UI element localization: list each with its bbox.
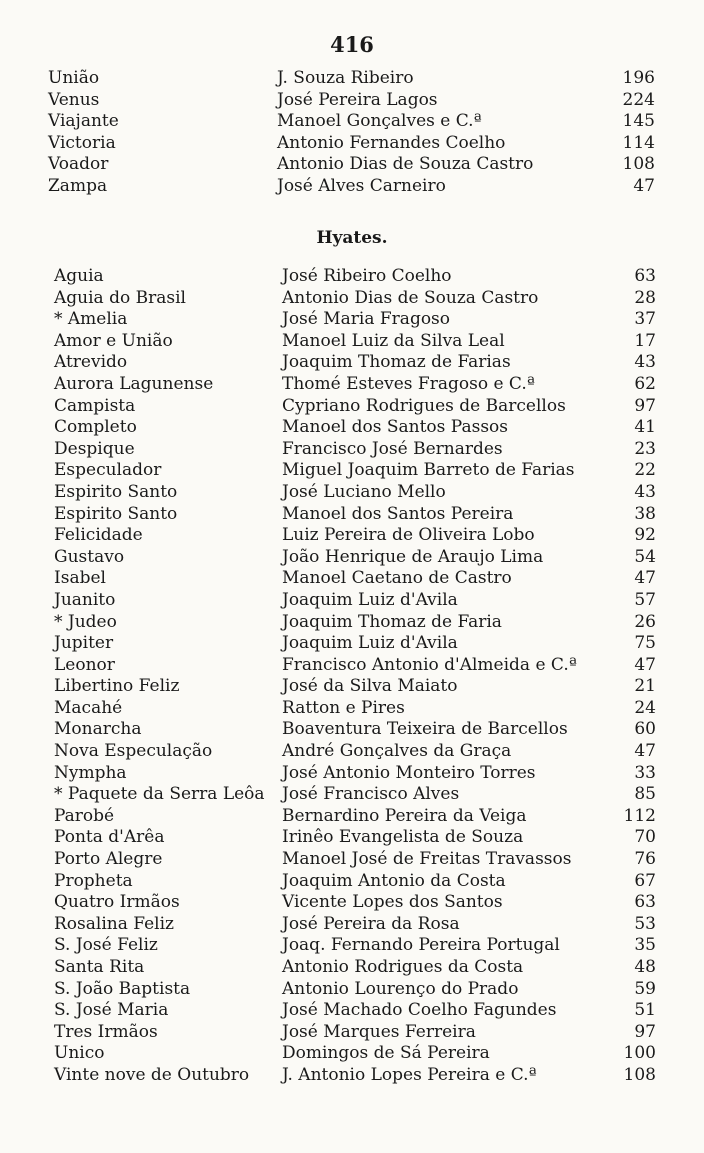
tonnage: 48 xyxy=(634,957,656,977)
owner-name: J. Antonio Lopes Pereira e C.ª xyxy=(282,1064,537,1085)
owner-name: Miguel Joaquim Barreto de Farias xyxy=(282,460,575,481)
owner-name: João Henrique de Araujo Lima xyxy=(282,546,544,567)
table-row xyxy=(54,288,656,310)
tonnage: 24 xyxy=(634,697,656,718)
ship-name: Jupiter xyxy=(54,633,114,654)
owner-name: Manoel dos Santos Passos xyxy=(282,417,509,438)
tonnage: 22 xyxy=(634,460,656,481)
tonnage: 47 xyxy=(634,654,656,675)
tonnage: 43 xyxy=(634,481,656,502)
tonnage: 38 xyxy=(634,503,656,524)
owner-name: Antonio Rodrigues da Costa xyxy=(282,957,524,977)
table-row xyxy=(48,90,655,112)
owner-name: José Alves Carneiro xyxy=(277,175,446,196)
table-row xyxy=(48,154,655,176)
table-row xyxy=(54,698,656,720)
tonnage: 53 xyxy=(634,913,656,934)
top-ship-list xyxy=(48,68,655,198)
ship-name: Porto Alegre xyxy=(54,849,163,870)
ship-name: Victoria xyxy=(48,132,116,153)
owner-name: Antonio Dias de Souza Castro xyxy=(282,287,539,308)
owner-name: José Antonio Monteiro Torres xyxy=(282,762,536,783)
table-row xyxy=(48,176,655,198)
tonnage: 35 xyxy=(634,935,656,956)
table-row xyxy=(54,309,656,331)
tonnage: 114 xyxy=(622,132,655,153)
ship-name: Gustavo xyxy=(54,546,125,567)
table-row xyxy=(54,655,656,677)
owner-name: André Gonçalves da Graça xyxy=(282,741,512,762)
tonnage: 63 xyxy=(634,892,656,913)
tonnage: 112 xyxy=(623,805,656,826)
table-row xyxy=(54,331,656,353)
table-row xyxy=(54,827,656,849)
owner-name: Francisco Antonio d'Almeida e C.ª xyxy=(282,654,577,675)
owner-name: José Ribeiro Coelho xyxy=(282,266,452,286)
table-row xyxy=(54,266,656,288)
ship-name: Aurora Lagunense xyxy=(54,373,214,394)
table-row xyxy=(54,504,656,526)
owner-name: Manoel Gonçalves e C.ª xyxy=(277,111,482,132)
hyates-ship-list xyxy=(54,266,656,1087)
tonnage: 37 xyxy=(634,309,656,330)
ship-name: Aguia xyxy=(54,266,104,286)
tonnage: 47 xyxy=(633,175,655,196)
owner-name: Francisco José Bernardes xyxy=(282,438,503,459)
table-row xyxy=(54,547,656,569)
tonnage: 57 xyxy=(634,589,656,610)
table-row xyxy=(54,439,656,461)
tonnage: 70 xyxy=(634,827,656,848)
ship-name: * Amelia xyxy=(54,309,128,330)
ship-name: Completo xyxy=(54,417,137,438)
owner-name: Manoel Luiz da Silva Leal xyxy=(282,330,505,351)
tonnage: 17 xyxy=(634,330,656,351)
ship-name: Unico xyxy=(54,1043,105,1064)
ship-name: Campista xyxy=(54,395,136,416)
ship-name: Felicidade xyxy=(54,525,143,546)
table-row xyxy=(54,352,656,374)
tonnage: 28 xyxy=(634,287,656,308)
owner-name: José Pereira da Rosa xyxy=(282,913,460,934)
tonnage: 63 xyxy=(634,266,656,286)
tonnage: 76 xyxy=(634,849,656,870)
tonnage: 75 xyxy=(634,633,656,654)
ship-name: Nova Especulação xyxy=(54,741,213,762)
table-row xyxy=(54,979,656,1001)
tonnage: 62 xyxy=(634,373,656,394)
section-title: Hyates. xyxy=(316,228,388,248)
table-row xyxy=(48,68,655,90)
owner-name: Manoel dos Santos Pereira xyxy=(282,503,514,524)
owner-name: Manoel José de Freitas Travassos xyxy=(282,849,572,870)
owner-name: Joaquim Luiz d'Avila xyxy=(282,633,458,654)
tonnage: 92 xyxy=(634,525,656,546)
owner-name: Joaq. Fernando Pereira Portugal xyxy=(282,935,560,956)
ship-name: Despique xyxy=(54,438,135,459)
ship-name: Monarcha xyxy=(54,719,142,740)
owner-name: Joaquim Thomaz de Farias xyxy=(282,352,511,373)
owner-name: José Pereira Lagos xyxy=(277,89,438,110)
owner-name: Antonio Dias de Souza Castro xyxy=(277,154,534,175)
ship-name: Especulador xyxy=(54,460,162,481)
table-row xyxy=(48,133,655,155)
tonnage: 108 xyxy=(623,1064,656,1085)
tonnage: 23 xyxy=(634,438,656,459)
owner-name: Thomé Esteves Fragoso e C.ª xyxy=(282,373,535,394)
owner-name: José Marques Ferreira xyxy=(282,1021,476,1042)
tonnage: 67 xyxy=(634,870,656,891)
table-row xyxy=(54,525,656,547)
tonnage: 100 xyxy=(623,1043,656,1064)
owner-name: José Machado Coelho Fagundes xyxy=(282,1000,557,1021)
table-row xyxy=(54,1043,656,1065)
owner-name: Joaquim Antonio da Costa xyxy=(282,870,506,891)
table-row xyxy=(54,763,656,785)
owner-name: Luiz Pereira de Oliveira Lobo xyxy=(282,525,535,546)
owner-name: Irinêo Evangelista de Souza xyxy=(282,827,524,848)
owner-name: José Francisco Alves xyxy=(282,784,460,805)
ship-name: Amor e União xyxy=(54,330,173,351)
tonnage: 60 xyxy=(634,719,656,740)
ship-name: Isabel xyxy=(54,568,106,589)
ship-name: Juanito xyxy=(54,589,116,610)
table-row xyxy=(54,612,656,634)
table-row xyxy=(54,568,656,590)
table-row xyxy=(48,111,655,133)
tonnage: 145 xyxy=(622,111,655,132)
owner-name: Ratton e Pires xyxy=(282,697,405,718)
table-row xyxy=(54,806,656,828)
tonnage: 224 xyxy=(622,89,655,110)
tonnage: 97 xyxy=(634,395,656,416)
table-row xyxy=(54,871,656,893)
ship-name: Atrevido xyxy=(54,352,128,373)
ship-name: Tres Irmãos xyxy=(54,1021,158,1042)
table-row xyxy=(54,784,656,806)
ship-name: Venus xyxy=(48,89,100,110)
ship-name: Quatro Irmãos xyxy=(54,892,180,913)
ship-name: * Paquete da Serra Leôa xyxy=(54,784,265,805)
tonnage: 97 xyxy=(634,1021,656,1042)
owner-name: Antonio Fernandes Coelho xyxy=(277,132,506,153)
owner-name: Joaquim Luiz d'Avila xyxy=(282,589,458,610)
table-row xyxy=(54,914,656,936)
page-number: 416 xyxy=(330,32,374,57)
table-row xyxy=(54,676,656,698)
owner-name: Vicente Lopes dos Santos xyxy=(282,892,503,913)
ship-name: Ponta d'Arêa xyxy=(54,827,165,848)
tonnage: 47 xyxy=(634,568,656,589)
owner-name: Domingos de Sá Pereira xyxy=(282,1043,490,1064)
table-row xyxy=(54,849,656,871)
table-row xyxy=(54,935,656,957)
owner-name: Bernardino Pereira da Veiga xyxy=(282,805,527,826)
ship-name: * Judeo xyxy=(54,611,117,632)
ship-name: Parobé xyxy=(54,805,115,826)
table-row xyxy=(54,482,656,504)
ship-name: Espirito Santo xyxy=(54,481,178,502)
table-row xyxy=(54,417,656,439)
ship-name: Zampa xyxy=(48,175,108,196)
tonnage: 41 xyxy=(634,417,656,438)
owner-name: José Luciano Mello xyxy=(282,481,446,502)
owner-name: Boaventura Teixeira de Barcellos xyxy=(282,719,568,740)
ship-name: Nympha xyxy=(54,762,127,783)
tonnage: 85 xyxy=(634,784,656,805)
ship-name: Propheta xyxy=(54,870,133,891)
ship-name: Viajante xyxy=(48,111,119,132)
ship-name: S. José Feliz xyxy=(54,935,158,956)
table-row xyxy=(54,590,656,612)
tonnage: 47 xyxy=(634,741,656,762)
table-row xyxy=(54,1000,656,1022)
ship-name: Aguia do Brasil xyxy=(54,287,186,308)
tonnage: 196 xyxy=(622,68,655,88)
owner-name: José da Silva Maiato xyxy=(282,676,458,697)
table-row xyxy=(54,633,656,655)
table-row xyxy=(54,396,656,418)
owner-name: Antonio Lourenço do Prado xyxy=(282,978,519,999)
ship-name: Espirito Santo xyxy=(54,503,178,524)
ship-name: União xyxy=(48,68,100,88)
owner-name: Joaquim Thomaz de Faria xyxy=(282,611,502,632)
table-row xyxy=(54,374,656,396)
table-row xyxy=(54,957,656,979)
owner-name: José Maria Fragoso xyxy=(282,309,451,330)
owner-name: Cypriano Rodrigues de Barcellos xyxy=(282,395,566,416)
table-row xyxy=(54,1065,656,1087)
table-row xyxy=(54,460,656,482)
table-row xyxy=(54,719,656,741)
ship-name: Libertino Feliz xyxy=(54,676,180,697)
ship-name: Rosalina Feliz xyxy=(54,913,175,934)
table-row xyxy=(54,741,656,763)
ship-name: S. João Baptista xyxy=(54,978,191,999)
ship-name: S. José Maria xyxy=(54,1000,169,1021)
ship-name: Voador xyxy=(48,154,109,175)
table-row xyxy=(54,892,656,914)
table-row xyxy=(54,1022,656,1044)
ship-name: Macahé xyxy=(54,697,123,718)
tonnage: 54 xyxy=(634,546,656,567)
ship-name: Santa Rita xyxy=(54,957,145,977)
tonnage: 26 xyxy=(634,611,656,632)
ship-name: Vinte nove de Outubro xyxy=(54,1064,250,1085)
tonnage: 59 xyxy=(634,978,656,999)
tonnage: 33 xyxy=(634,762,656,783)
tonnage: 43 xyxy=(634,352,656,373)
tonnage: 108 xyxy=(622,154,655,175)
tonnage: 21 xyxy=(634,676,656,697)
owner-name: Manoel Caetano de Castro xyxy=(282,568,512,589)
owner-name: J. Souza Ribeiro xyxy=(277,68,414,88)
tonnage: 51 xyxy=(634,1000,656,1021)
ship-name: Leonor xyxy=(54,654,115,675)
